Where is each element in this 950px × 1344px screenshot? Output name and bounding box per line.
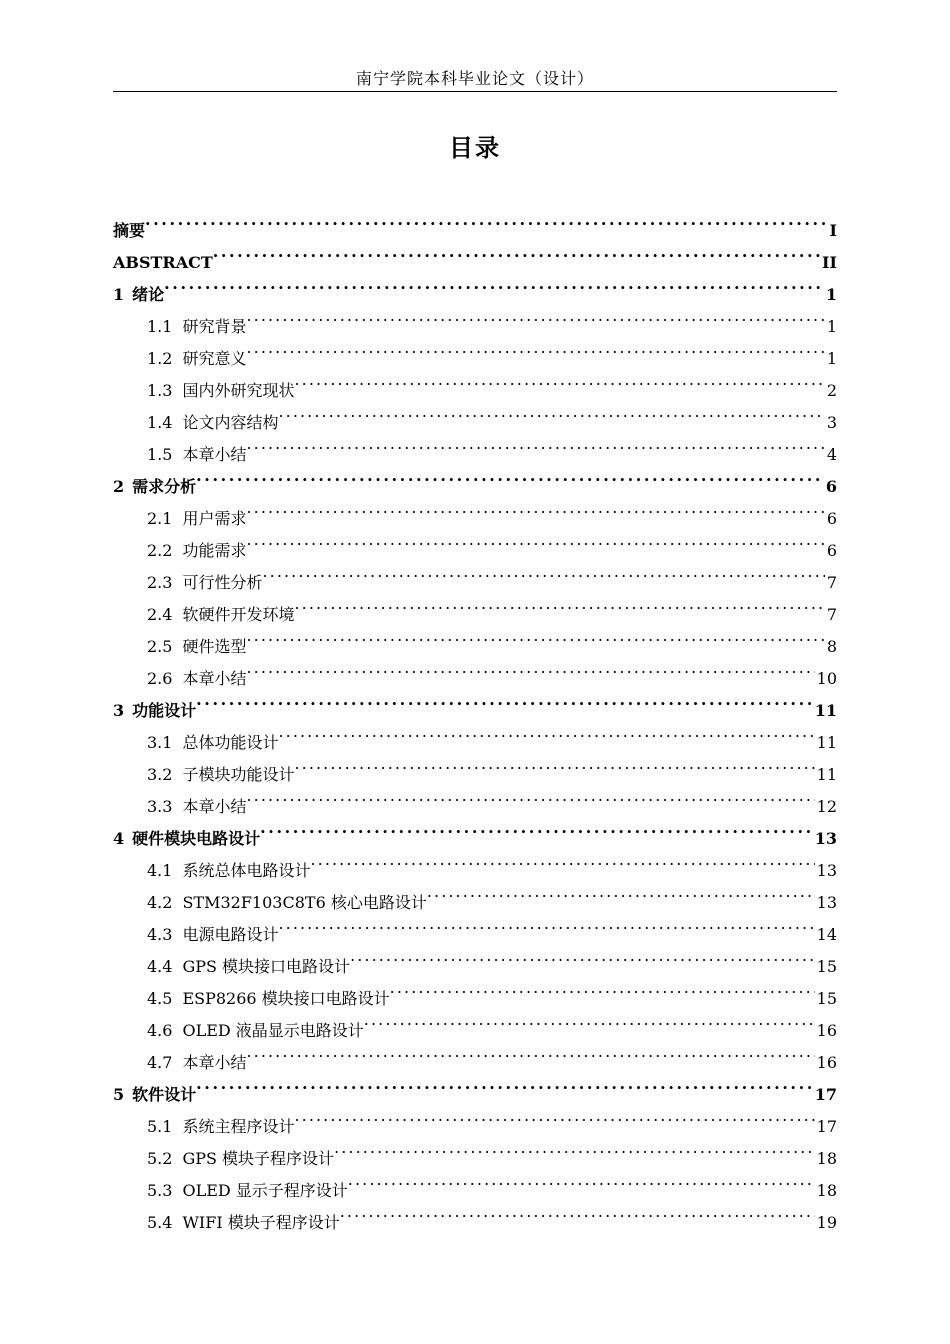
toc-entry-number: 2.1 — [147, 509, 173, 528]
toc-entry-title: 摘要 — [113, 221, 146, 240]
toc-page-number: 18 — [816, 1181, 837, 1200]
toc-entry-title: GPS 模块子程序设计 — [182, 1149, 335, 1168]
toc-page-number: 1 — [826, 317, 837, 336]
toc-entry-number: 4.4 — [147, 957, 173, 976]
toc-chapter-entry[interactable] — [113, 236, 837, 272]
toc-entry-title: OLED 显示子程序设计 — [182, 1181, 348, 1200]
toc-page-number: 11 — [816, 765, 837, 784]
toc-entry-title: 硬件模块电路设计 — [132, 829, 261, 848]
toc-entry-title: 用户需求 — [182, 509, 247, 528]
toc-page-number: 6 — [826, 541, 837, 560]
toc-entry-number: 1.1 — [147, 317, 173, 336]
toc-page-number: 2 — [826, 381, 837, 400]
toc-dot-leader — [246, 652, 814, 684]
page-title: 目录 — [449, 134, 501, 162]
toc-section-entry[interactable] — [113, 716, 837, 752]
toc-entry-title: 本章小结 — [182, 797, 247, 816]
toc-entry-title: 本章小结 — [182, 669, 247, 688]
toc-dot-leader — [196, 1068, 813, 1100]
toc-entry-number: 4 — [113, 829, 125, 848]
toc-page-number: 6 — [826, 509, 837, 528]
toc-page-number: 11 — [816, 733, 837, 752]
toc-chapter-entry[interactable] — [113, 684, 837, 720]
toc-section-entry[interactable] — [113, 1100, 837, 1136]
toc-dot-leader — [260, 812, 813, 844]
toc-entry-title: 总体功能设计 — [182, 733, 279, 752]
toc-entry-title: 本章小结 — [182, 1053, 247, 1072]
toc-page-number: 16 — [816, 1021, 837, 1040]
table-of-contents — [113, 204, 837, 1232]
header-rule — [113, 91, 837, 92]
toc-page-number: 15 — [816, 957, 837, 976]
toc-entry-number: 1.2 — [147, 349, 173, 368]
toc-dot-leader — [427, 876, 815, 908]
toc-entry-title: ABSTRACT — [113, 253, 213, 272]
toc-entry-number: 4.1 — [147, 861, 173, 880]
toc-chapter-entry[interactable] — [113, 1068, 837, 1104]
toc-dot-leader — [278, 396, 824, 428]
toc-entry-title: 论文内容结构 — [182, 413, 279, 432]
toc-entry-title: 软硬件开发环境 — [182, 605, 295, 624]
toc-dot-leader — [246, 428, 824, 460]
toc-entry-number: 1.3 — [147, 381, 173, 400]
toc-chapter-entry[interactable] — [113, 268, 837, 304]
toc-page-number: 18 — [816, 1149, 837, 1168]
toc-entry-title: OLED 液晶显示电路设计 — [182, 1021, 364, 1040]
toc-page-number: 1 — [826, 349, 837, 368]
toc-entry-number: 5.1 — [147, 1117, 173, 1136]
toc-entry-number: 3.3 — [147, 797, 173, 816]
toc-dot-leader — [310, 844, 814, 876]
toc-dot-leader — [246, 780, 814, 812]
toc-page-number: 13 — [816, 861, 837, 880]
toc-page-number: 11 — [814, 701, 837, 720]
toc-page-number: 13 — [816, 893, 837, 912]
toc-entry-number: 2.2 — [147, 541, 173, 560]
toc-entry-number: 2.5 — [147, 637, 173, 656]
toc-dot-leader — [196, 460, 824, 492]
toc-page-number: 4 — [826, 445, 837, 464]
toc-entry-number: 4.5 — [147, 989, 173, 1008]
toc-dot-leader — [364, 1004, 815, 1036]
toc-dot-leader — [294, 1100, 814, 1132]
toc-dot-leader — [246, 620, 824, 652]
toc-entry-title: STM32F103C8T6 核心电路设计 — [182, 893, 427, 912]
toc-dot-leader — [340, 1196, 815, 1228]
toc-dot-leader — [246, 300, 824, 332]
toc-entry-title: 本章小结 — [182, 445, 247, 464]
toc-dot-leader — [278, 716, 814, 748]
toc-entry-title: 软件设计 — [132, 1085, 197, 1104]
toc-entry-number: 1 — [113, 285, 125, 304]
toc-dot-leader — [246, 332, 824, 364]
toc-page-number: 16 — [816, 1053, 837, 1072]
toc-dot-leader — [334, 1132, 815, 1164]
toc-entry-number: 4.7 — [147, 1053, 173, 1072]
toc-page-number: 7 — [826, 605, 837, 624]
toc-entry-title: 硬件选型 — [182, 637, 247, 656]
toc-page-number: 17 — [816, 1117, 837, 1136]
toc-page-number: 15 — [816, 989, 837, 1008]
toc-page-number: 13 — [814, 829, 837, 848]
toc-page-number: 17 — [814, 1085, 837, 1104]
toc-dot-leader — [246, 492, 824, 524]
toc-section-entry[interactable] — [113, 492, 837, 528]
toc-entry-title: ESP8266 模块接口电路设计 — [182, 989, 390, 1008]
toc-page-number: 8 — [826, 637, 837, 656]
toc-entry-number: 4.6 — [147, 1021, 173, 1040]
toc-entry-number: 3.1 — [147, 733, 173, 752]
toc-page-number: II — [822, 253, 837, 272]
toc-page-number: 7 — [826, 573, 837, 592]
toc-entry-number: 1.5 — [147, 445, 173, 464]
toc-page-number: 3 — [826, 413, 837, 432]
toc-entry-title: 功能设计 — [132, 701, 197, 720]
toc-entry-number: 2.6 — [147, 669, 173, 688]
toc-dot-leader — [246, 524, 824, 556]
toc-entry-number: 3 — [113, 701, 125, 720]
toc-dot-leader — [213, 236, 820, 268]
toc-entry-number: 2.3 — [147, 573, 173, 592]
toc-dot-leader — [294, 588, 824, 620]
running-header: 南宁学院本科毕业论文（设计） — [355, 69, 594, 88]
toc-dot-leader — [278, 908, 814, 940]
toc-dot-leader — [350, 940, 815, 972]
toc-entry-number: 2.4 — [147, 605, 173, 624]
toc-entry-number: 5.2 — [147, 1149, 173, 1168]
toc-dot-leader — [196, 684, 813, 716]
toc-page-number: 19 — [816, 1213, 837, 1232]
toc-dot-leader — [348, 1164, 815, 1196]
toc-entry-number: 5 — [113, 1085, 125, 1104]
toc-dot-leader — [164, 268, 824, 300]
toc-page-number: I — [829, 221, 837, 240]
toc-entry-title: 国内外研究现状 — [182, 381, 295, 400]
toc-entry-title: 需求分析 — [132, 477, 197, 496]
toc-entry-number: 1.4 — [147, 413, 173, 432]
toc-entry-title: WIFI 模块子程序设计 — [182, 1213, 340, 1232]
toc-dot-leader — [246, 1036, 814, 1068]
toc-entry-number: 3.2 — [147, 765, 173, 784]
toc-dot-leader — [262, 556, 824, 588]
toc-entry-number: 4.2 — [147, 893, 173, 912]
toc-dot-leader — [294, 364, 824, 396]
toc-entry-title: 系统总体电路设计 — [182, 861, 311, 880]
toc-entry-title: 电源电路设计 — [182, 925, 279, 944]
toc-section-entry[interactable] — [113, 300, 837, 336]
toc-chapter-entry[interactable] — [113, 204, 837, 240]
toc-entry-title: 功能需求 — [182, 541, 247, 560]
toc-dot-leader — [145, 204, 828, 236]
toc-entry-title: 子模块功能设计 — [182, 765, 295, 784]
toc-entry-title: 研究意义 — [182, 349, 247, 368]
toc-page-number: 10 — [816, 669, 837, 688]
toc-entry-number: 5.3 — [147, 1181, 173, 1200]
toc-dot-leader — [390, 972, 815, 1004]
toc-page-number: 1 — [825, 285, 837, 304]
toc-chapter-entry[interactable] — [113, 460, 837, 496]
toc-entry-title: 可行性分析 — [182, 573, 263, 592]
toc-entry-number: 5.4 — [147, 1213, 173, 1232]
toc-page-number: 6 — [825, 477, 837, 496]
toc-page-number: 14 — [816, 925, 837, 944]
toc-page-number: 12 — [816, 797, 837, 816]
toc-entry-number: 2 — [113, 477, 125, 496]
toc-entry-title: 绪论 — [132, 285, 165, 304]
toc-entry-title: 系统主程序设计 — [182, 1117, 295, 1136]
toc-entry-number: 4.3 — [147, 925, 173, 944]
toc-dot-leader — [294, 748, 814, 780]
toc-entry-title: GPS 模块接口电路设计 — [182, 957, 351, 976]
toc-entry-title: 研究背景 — [182, 317, 247, 336]
